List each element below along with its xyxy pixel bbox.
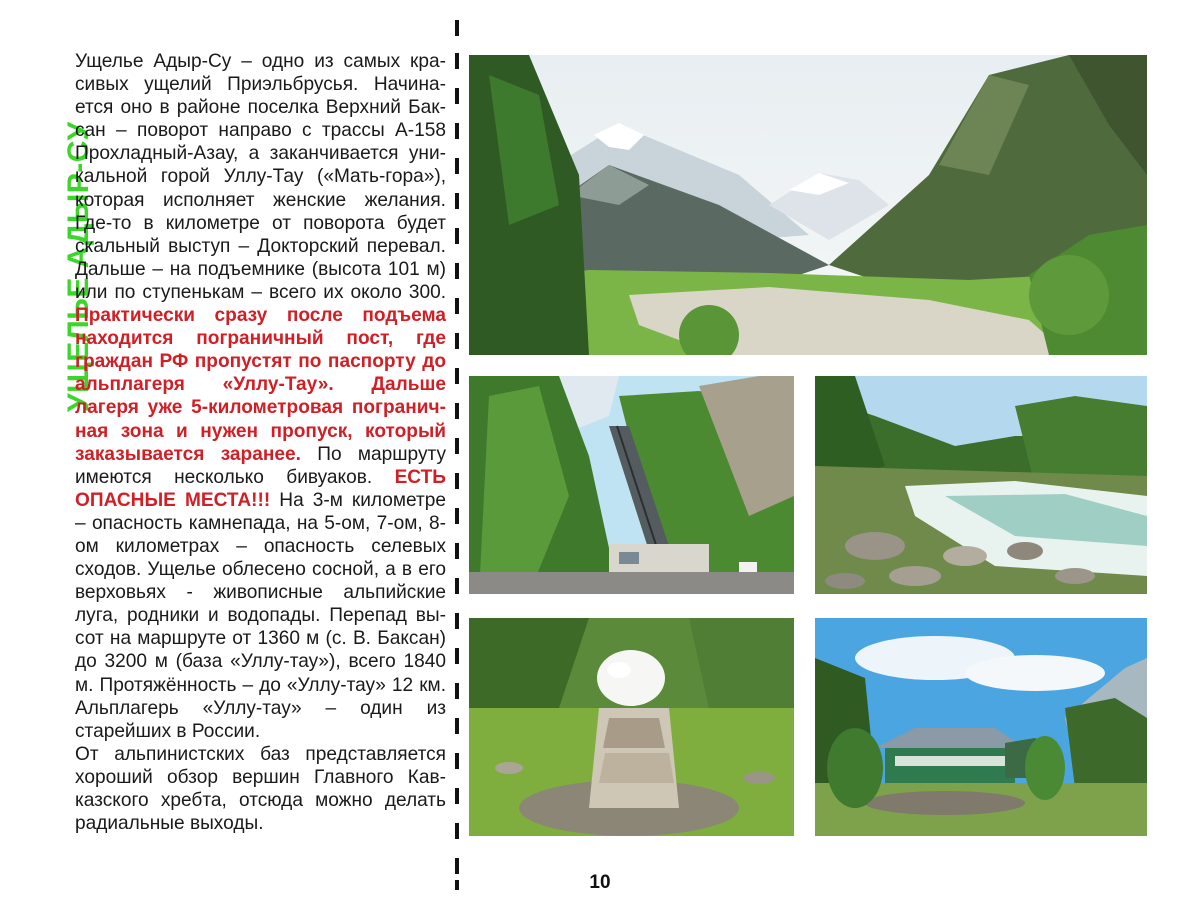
separator-dash xyxy=(455,508,459,524)
separator-dash xyxy=(455,823,459,839)
text-danger-warning: ЕСТЬ ОПАСНЫЕ МЕСТА!!! xyxy=(75,466,446,511)
separator-dash xyxy=(455,880,459,890)
text-details: На 3-м километре – опасность камнепада, на 5-ом, 7-ом, 8-ом километрах – опасность селевых сходов. Ущелье облесено сосной, а в его верховьях - живописные альпийские луга, родники и водопады. Перепад высот на маршруте от 1360 м (с. В. Баксан) до 3200 м (база «Уллу-тау»), всего 1840 м. Протяжённость – до «Уллу-тау» 12 км. Альплагерь «Уллу-тау» – один из старейших в России. xyxy=(75,489,446,742)
separator-dash xyxy=(455,20,459,36)
separator-dash xyxy=(455,158,459,174)
separator-dash xyxy=(455,613,459,629)
separator-dash xyxy=(455,718,459,734)
separator-dash xyxy=(455,368,459,384)
photo-mountain-river xyxy=(815,376,1147,594)
page-number: 10 xyxy=(589,872,611,893)
separator-dash xyxy=(455,333,459,349)
separator-dash xyxy=(455,298,459,314)
separator-dash xyxy=(455,578,459,594)
article-text xyxy=(75,50,446,835)
separator-dash xyxy=(455,88,459,104)
separator-dash xyxy=(455,263,459,279)
separator-dash xyxy=(455,543,459,559)
separator-dash xyxy=(455,858,459,874)
separator-dash xyxy=(455,228,459,244)
separator-dash xyxy=(455,788,459,804)
separator-dash xyxy=(455,403,459,419)
text-intro: Ущелье Адыр-Су – одно из самых красивых ущелий Приэльбрусья. Начинается оно в районе поселка Верхний Баксан – поворот направо с трассы А-158 Прохладный-Азау, а заканчивается уникальной горой Уллу-Тау («Мать-гора»), которая исполняет женские желания. Где-то в километре от поворота будет скальный выступ – Докторский перевал. Дальше – на подъемнике (высота 101 м) или по ступенькам – всего их около 300. xyxy=(75,51,446,303)
separator-dash xyxy=(455,683,459,699)
separator-dash xyxy=(455,53,459,69)
photo-stone-sculpture xyxy=(469,618,794,836)
text-conclusion: От альпинистских баз представляется хороший обзор вершин Главного Кавказского хребта, отсюда можно делать радиальные выходы. xyxy=(75,743,446,835)
photo-valley-panorama xyxy=(469,55,1147,355)
separator-dash xyxy=(455,438,459,454)
separator-dash xyxy=(455,123,459,139)
separator-dash xyxy=(455,648,459,664)
separator-dash xyxy=(455,753,459,769)
photo-funicular xyxy=(469,376,794,594)
vertical-title: УЩЕЛЬЕ АДЫР-СУ xyxy=(62,121,95,412)
photo-alpine-camp xyxy=(815,618,1147,836)
text-border-warning: Практически сразу после подъема находится пограничный пост, где граждан РФ пропустят по паспорту до альплагеря «Уллу-Тау». Дальше лагеря уже 5-километровая пограничная зона и нужен пропуск, который заказывается заранее. xyxy=(75,305,446,465)
separator-dash xyxy=(455,473,459,489)
text-bivouacs: По маршруту имеются несколько бивуаков. xyxy=(75,443,447,488)
separator-dash xyxy=(455,193,459,209)
